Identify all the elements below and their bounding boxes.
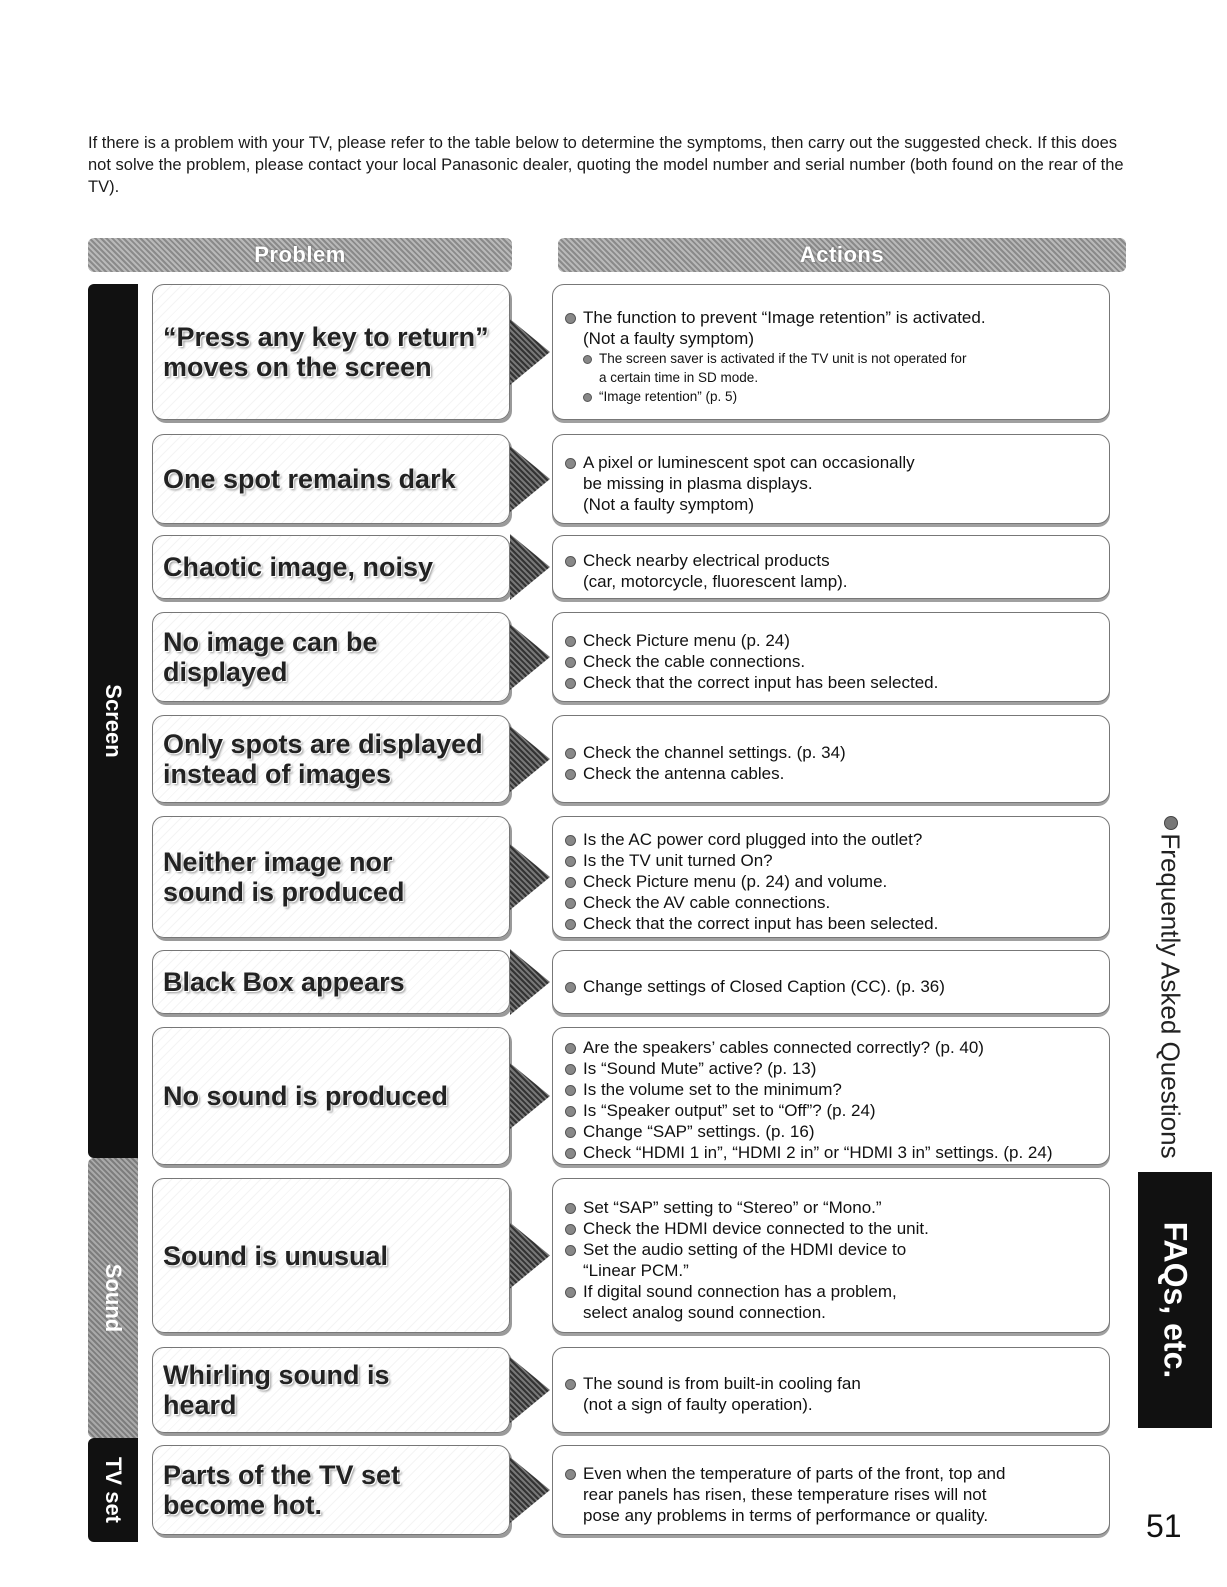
action-line: Is “Sound Mute” active? (p. 13)	[563, 1058, 1099, 1079]
action-line: Is “Speaker output” set to “Off”? (p. 24)	[563, 1100, 1099, 1121]
side-label-sound	[88, 1158, 138, 1438]
action-cell	[552, 284, 1110, 420]
action-line: Change “SAP” settings. (p. 16)	[563, 1121, 1099, 1142]
action-line: The function to prevent “Image retention” is activated.	[563, 307, 1099, 328]
action-cell	[552, 1027, 1110, 1165]
problem-text: Parts of the TV set become hot.	[163, 1460, 401, 1520]
action-line: (Not a faulty symptom)	[583, 328, 754, 348]
action-cell	[552, 715, 1110, 803]
problem-cell	[152, 434, 510, 524]
problem-text: Chaotic image, noisy	[163, 552, 434, 582]
action-line: Check Picture menu (p. 24) and volume.	[563, 871, 1099, 892]
arrow-right-icon	[510, 534, 550, 600]
problem-cell	[152, 284, 510, 420]
arrow-right-icon	[510, 1357, 550, 1423]
action-cell	[552, 434, 1110, 524]
action-line: Change settings of Closed Caption (CC). (p. 36)	[563, 976, 1099, 997]
problem-cell	[152, 535, 510, 599]
problem-cell	[152, 612, 510, 702]
action-cell	[552, 816, 1110, 938]
problem-cell	[152, 950, 510, 1014]
arrow-right-icon	[510, 726, 550, 792]
problem-header-label: Problem	[254, 242, 346, 267]
action-cell	[552, 1347, 1110, 1433]
bullet-icon	[1164, 816, 1178, 830]
action-line: Is the TV unit turned On?	[563, 850, 1099, 871]
problem-cell	[152, 816, 510, 938]
action-cell	[552, 612, 1110, 702]
action-line: Check the HDMI device connected to the unit.	[563, 1218, 1099, 1239]
problem-text: Sound is unusual	[163, 1240, 389, 1271]
action-line: A pixel or luminescent spot can occasionally	[563, 452, 1099, 473]
problem-cell	[152, 1178, 510, 1333]
action-line: Check the antenna cables.	[563, 763, 1099, 784]
problem-text: Black Box appears	[163, 967, 405, 997]
actions-header	[558, 238, 1126, 272]
action-line: Even when the temperature of parts of the front, top and	[563, 1463, 1099, 1484]
arrow-right-icon	[510, 446, 550, 512]
action-line: (car, motorcycle, fluorescent lamp).	[583, 572, 848, 591]
arrow-right-icon	[510, 949, 550, 1015]
action-line: rear panels has risen, these temperature rises will not	[583, 1484, 987, 1504]
action-cell	[552, 950, 1110, 1014]
arrow-right-icon	[510, 1457, 550, 1523]
arrow-right-icon	[510, 319, 550, 385]
action-line: Check that the correct input has been selected.	[563, 913, 1099, 934]
side-label-tvset-text: TV set	[101, 1456, 126, 1524]
problem-text: Whirling sound is heard	[163, 1360, 390, 1420]
problem-text: Neither image nor sound is produced	[163, 847, 405, 907]
action-line: (Not a faulty symptom)	[583, 494, 754, 514]
action-line: “Image retention” (p. 5)	[563, 387, 1099, 406]
faq-tab-label: FAQs, etc.	[1157, 1221, 1194, 1379]
action-line: pose any problems in terms of performance or quality.	[583, 1505, 989, 1525]
action-line: Check nearby electrical products	[563, 550, 1099, 571]
action-line: Check the channel settings. (p. 34)	[563, 742, 1099, 763]
action-cell	[552, 1445, 1110, 1535]
action-cell	[552, 1178, 1110, 1333]
action-line: Are the speakers’ cables connected correctly? (p. 40)	[563, 1037, 1099, 1058]
action-line: Set the audio setting of the HDMI device to	[563, 1239, 1099, 1260]
problem-cell	[152, 1347, 510, 1433]
problem-cell	[152, 715, 510, 803]
action-line: Check Picture menu (p. 24)	[563, 630, 1099, 651]
action-cell	[552, 535, 1110, 599]
action-line: select analog sound connection.	[583, 1302, 826, 1322]
problem-header	[88, 238, 512, 272]
problem-cell	[152, 1445, 510, 1535]
action-line: Check the AV cable connections.	[563, 892, 1099, 913]
action-line: Is the volume set to the minimum?	[563, 1079, 1099, 1100]
section-title-text: Frequently Asked Questions	[1155, 833, 1186, 1159]
side-label-screen-text: Screen	[101, 684, 126, 758]
action-line: Check that the correct input has been selected.	[563, 672, 1099, 693]
side-label-sound-text: Sound	[101, 1263, 126, 1333]
action-line: (not a sign of faulty operation).	[583, 1395, 813, 1414]
arrow-right-icon	[510, 1223, 550, 1289]
action-line: The sound is from built-in cooling fan	[563, 1373, 1099, 1394]
action-line: Check “HDMI 1 in”, “HDMI 2 in” or “HDMI 3 in” settings. (p. 24)	[563, 1142, 1099, 1163]
faq-tab	[1138, 1172, 1212, 1428]
intro-text: If there is a problem with your TV, please refer to the table below to determine the symptoms, then carry out the suggested check. If this does not solve the problem, please contact your local Panasonic dealer, quoting the model number and serial number (both found on the rear of the TV).	[88, 134, 1124, 196]
problem-text: No image can be displayed	[163, 627, 378, 687]
actions-header-label: Actions	[799, 242, 885, 267]
action-line: be missing in plasma displays.	[583, 473, 813, 493]
problem-text: No sound is produced	[163, 1081, 449, 1111]
arrow-right-icon	[510, 624, 550, 690]
action-line: If digital sound connection has a problem,	[563, 1281, 1099, 1302]
side-label-tvset	[88, 1438, 138, 1542]
action-line: The screen saver is activated if the TV unit is not operated for	[563, 349, 1099, 368]
action-line: Check the cable connections.	[563, 651, 1099, 672]
arrow-right-icon	[510, 844, 550, 910]
problem-text: Only spots are displayed instead of images	[163, 729, 483, 789]
problem-text: “Press any key to return” moves on the screen	[163, 322, 489, 382]
problem-cell	[152, 1027, 510, 1165]
arrow-right-icon	[510, 1063, 550, 1129]
action-line: a certain time in SD mode.	[599, 369, 759, 385]
problem-text: One spot remains dark	[163, 464, 456, 494]
side-label-screen	[88, 284, 138, 1158]
action-line: Set “SAP” setting to “Stereo” or “Mono.”	[563, 1197, 1099, 1218]
action-line: Is the AC power cord plugged into the outlet?	[563, 829, 1099, 850]
page-number: 51	[1146, 1508, 1182, 1544]
section-title	[1140, 816, 1200, 1159]
action-line: “Linear PCM.”	[583, 1260, 689, 1280]
